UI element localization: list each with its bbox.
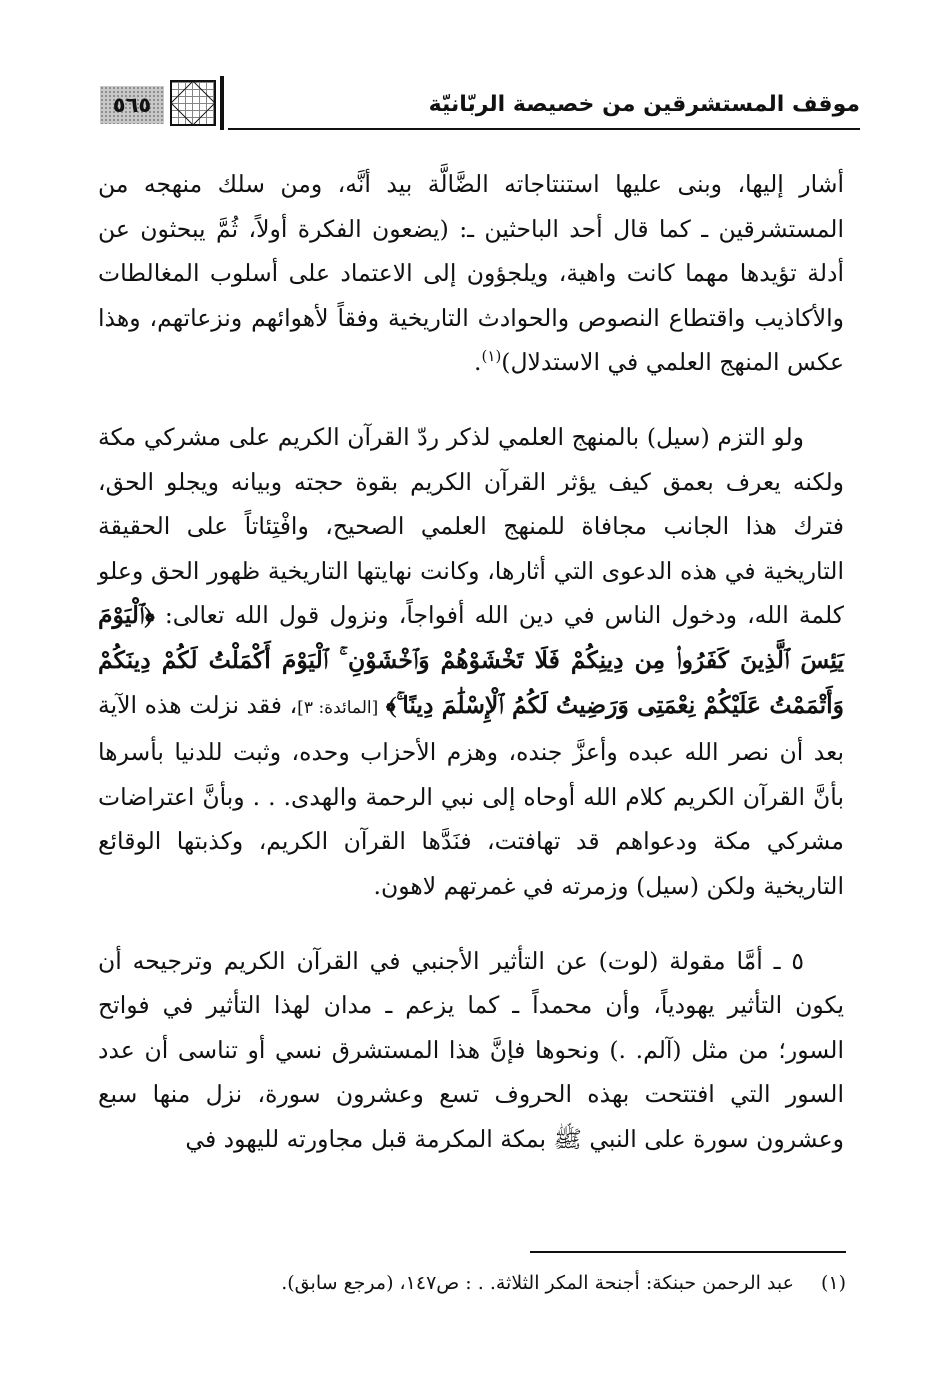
footnote-text: عبد الرحمن حبنكة: أجنحة المكر الثلاثة. . : ص١٤٧، (مرجع سابق).: [281, 1272, 794, 1294]
paragraph-1: [98, 162, 844, 385]
paragraph-2-text-before: ولو التزم (سيل) بالمنهج العلمي لذكر ردّ القرآن الكريم على مشركي مكة ولكنه يعرف بعمق كيف يؤثر القرآن الكريم بقوة حجته وبيانه ويجلو الحق، فترك هذا الجانب مجافاة للمنهج العلمي الصحيح، وافْتِئاتاً على الحقيقة التاريخية في هذه الدعوى التي أثارها، وكانت نهايتها التاريخية ظهور الحق وعلو كلمة الله، ودخول الناس في دين الله أفواجاً، ونزول قول الله تعالى:: [98, 422, 844, 630]
decorative-ornament-icon: [170, 80, 216, 126]
body-text: [98, 162, 844, 1161]
footnote: [98, 1268, 846, 1298]
footnote-reference-mark: (١): [481, 347, 502, 366]
paragraph-1-end: .: [474, 348, 482, 377]
page-header: [100, 70, 860, 130]
footnote-rule: [530, 1251, 846, 1253]
footnote-number: (١): [820, 1272, 846, 1294]
paragraph-2-text-after: ، فقد نزلت هذه الآية بعد أن نصر الله عبده وأعزَّ جنده، وهزم الأحزاب وحده، وثبت للدنيا بأسرها بأنَّ القرآن الكريم كلام الله أوحاه إلى نبي الرحمة والهدى. . . وبأنَّ اعتراضات مشركي مكة ودعواهم قد تهافتت، فنَدَّها القرآن الكريم، وكذبتها الوقائع التاريخية ولكن (سيل) وزمرته في غمرتهم لاهون.: [98, 690, 844, 900]
header-rule: [228, 128, 860, 130]
paragraph-3-text: ٥ ـ أمَّا مقولة (لوت) عن التأثير الأجنبي في القرآن الكريم وترجيحه أن يكون التأثير يهودياً، وأن محمداً ـ كما يزعم ـ مدان لهذا التأثير في فواتح السور؛ من مثل (آلم. .) ونحوها فإنَّ هذا المستشرق نسي أو تناسى أن عدد السور التي افتتحت بهذه الحروف تسع وعشرون سورة، نزل منها سبع وعشرون سورة على النبي ﷺ بمكة المكرمة قبل مجاورته لليهود في: [98, 946, 844, 1153]
quran-verse: ﴿ٱلْيَوْمَ يَئِسَ ٱلَّذِينَ كَفَرُوا۟ مِن دِينِكُمْ فَلَا تَخْشَوْهُمْ وَٱخْشَوْنِ ۚ ٱلْيَوْمَ أَكْمَلْتُ لَكُمْ دِينَكُمْ وَأَتْمَمْتُ عَلَيْكُمْ نِعْمَتِى وَرَضِيتُ لَكُمُ ٱلْإِسْلَٰمَ دِينًا ۚ﴾: [98, 601, 844, 719]
paragraph-3: [98, 939, 844, 1162]
verse-reference: [المائدة: ٣]: [297, 697, 379, 718]
paragraph-2: [98, 415, 844, 909]
header-separator-bar: [220, 76, 224, 130]
page-number: ٥٦٥: [112, 93, 152, 117]
paragraph-1-text: أشار إليها، وبنى عليها استنتاجاته الضَّالَّة بيد أنَّه، ومن سلك منهجه من المستشرقين ـ كما قال أحد الباحثين ـ: (يضعون الفكرة أولاً، ثُمَّ يبحثون عن أدلة تؤيدها مهما كانت واهية، ويلجؤون إلى الاعتماد على أسلوب المغالطات والأكاذيب واقتطاع النصوص والحوادث التاريخية وفقاً لأهوائهم ونزعاتهم، وهذا عكس المنهج العلمي في الاستدلال): [98, 170, 844, 377]
running-title: موقف المستشرقين من خصيصة الربّانيّة: [428, 92, 860, 117]
